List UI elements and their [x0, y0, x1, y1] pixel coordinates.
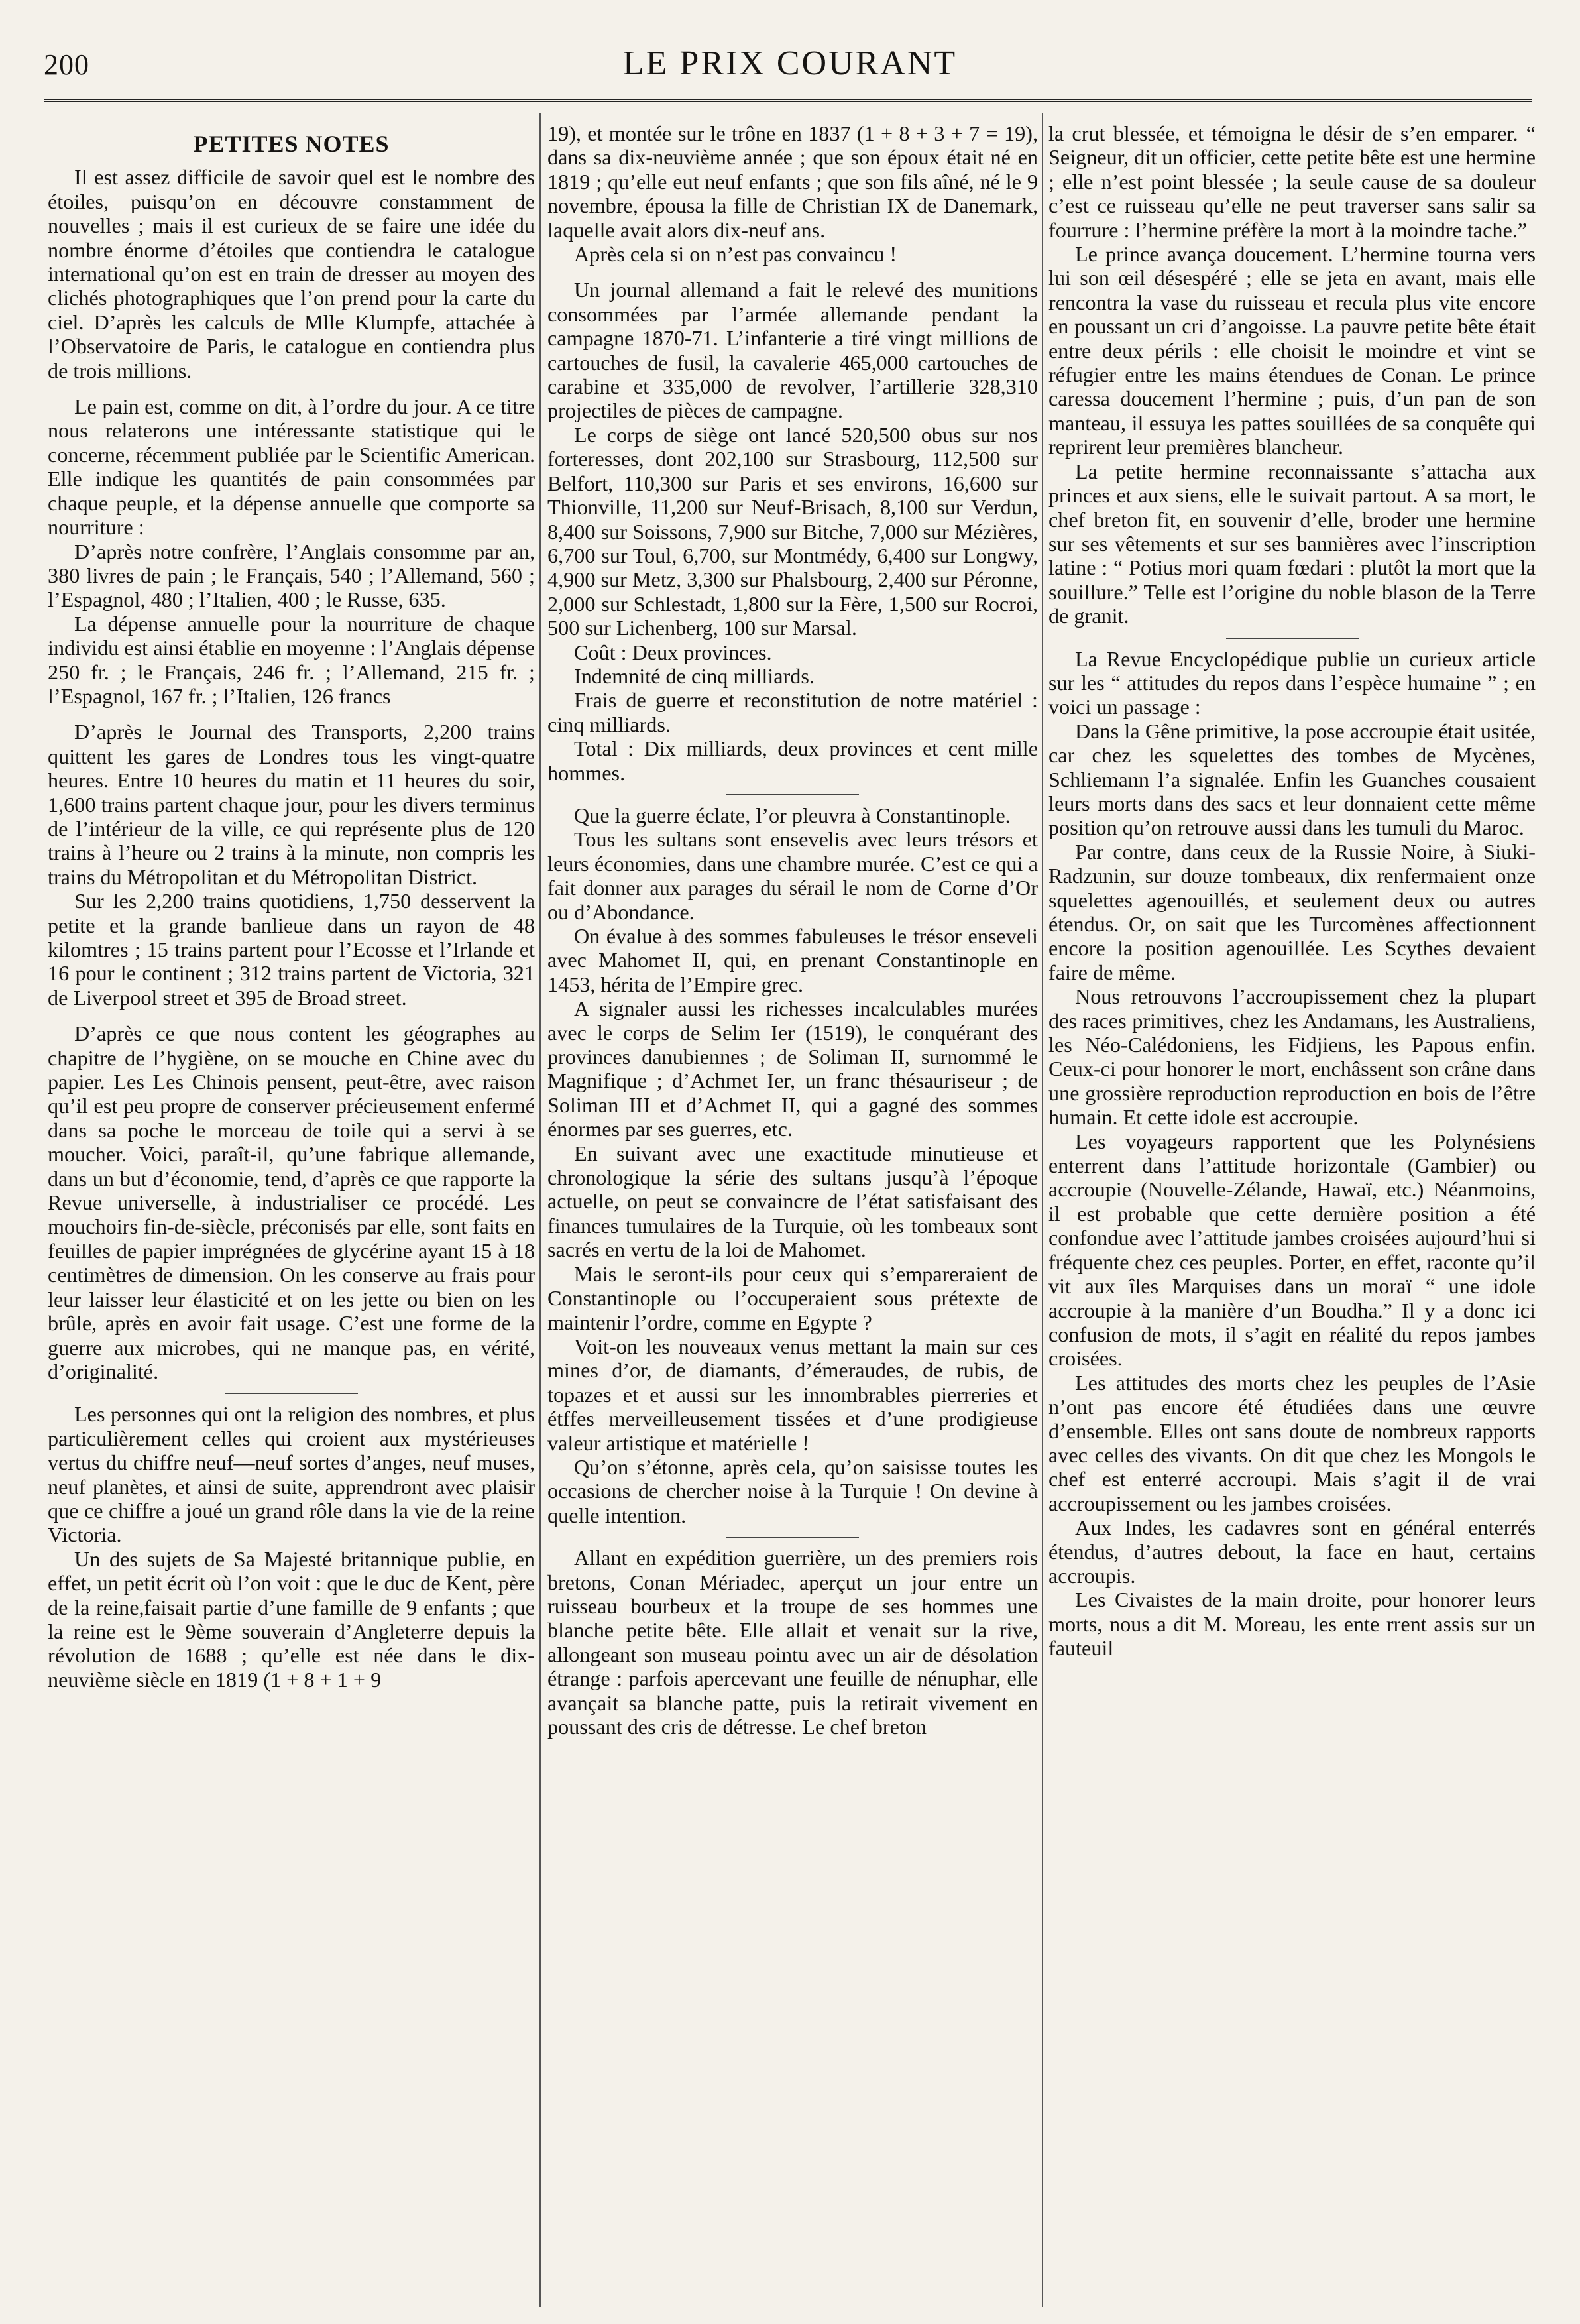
note-kneeling-skeletons: Par contre, dans ceux de la Russie Noire, à Siuki-Radzunin, sur douze tombeaux, dix renfermaient onze squelettes agenouillés, et seulement deux ou autres étendus. Or, on sait que les Turcomènes affectionnent encore la position agenouillée. Les Scythes devaient faire de même.	[1048, 839, 1536, 984]
note-incalculable-riches: A signaler aussi les richesses incalculables murées avec le corps de Selim Ier (1519), le conquérant des provinces danubiennes ; de Soliman II, surnommé le Magnifique ; d’Achmet Ier, un franc thésauriseur ; de Soliman III et d’Achmet II, qui a gagné des sommes énormes par ses guerres, etc.	[547, 996, 1038, 1141]
note-bread-quantities: D’après notre confrère, l’Anglais consomme par an, 380 livres de pain ; le Français, 540 ; l’Allemand, 560 ; l’Espagnol, 480 ; l’Italien, 400 ; le Russe, 635.	[48, 539, 535, 612]
separator-rule	[225, 1393, 358, 1394]
note-munitions: Un journal allemand a fait le relevé des munitions consommées par l’armée allemande pendant la campagne 1870-71. L’infanterie a tiré vingt millions de cartouches de fusil, la cavalerie 465,000 cartouches de carabine et 335,000 de revolver, l’artillerie 328,310 projectiles de pièces de campagne.	[547, 278, 1038, 423]
note-ermine-blazon: La petite hermine reconnaissante s’attacha aux princes et aux siens, elle le suivait partout. A sa mort, le chef breton fit, en souvenir d’elle, broder une hermine sur ses vêtements et sur ses bannières avec l’inscription latine : “ Potius mori quam fœdari : plutôt la mort que la souillure.” Telle est l’origine du noble blason de la Terre de granit.	[1048, 459, 1536, 628]
note-london-trains: D’après le Journal des Transports, 2,200 trains quittent les gares de Londres tous les vingt-quatre heures. Entre 10 heures du matin et 11 heures du soir, 1,600 trains partent chaque jour, pour les divers terminus de l’intérieur de la ville, ce qui représente plus de 120 trains à l’heure ou 2 trains à la minute, non compris les trains du Métropolitan et du Métropolitan District.	[48, 720, 535, 889]
note-prince-ermine: Le prince avança doucement. L’hermine tourna vers lui son œil désespéré ; elle se jeta en avant, mais elle rencontra la vase du ruisseau et recula plus vite encore en poussant un cri d’angoisse. La pauvre petite bête était entre deux périls : elle choisit le moindre et vint se réfugier entre les mains étendues de Conan. Le prince caressa doucement l’hermine ; puis, d’un pan de son manteau, il essuya les pattes souillées de sa conquête qui reprirent leur premières blancheur.	[1048, 242, 1536, 459]
note-constantinople-gold: Que la guerre éclate, l’or pleuvra à Constantinople.	[574, 803, 1011, 827]
note-indian-burials: Aux Indes, les cadavres sont en général enterrés étendus, d’autres debout, la face en haut, certains accroupis.	[1048, 1515, 1536, 1588]
note-asian-peoples: Les attitudes des morts chez les peuples de l’Asie n’ont pas encore été étudiées dans une œuvre d’ensemble. Elles ont sans doute de nombreux rapports avec celles des vivants. On dit que chez les Mongols le chef est enterré accroupi. Mais s’agit il de vrai accroupissement ou les jambes croisées.	[1048, 1370, 1536, 1515]
page-header	[0, 0, 1580, 109]
separator-rule	[726, 794, 859, 795]
note-turkey-quarrels: Qu’on s’étonne, après cela, qu’on saisisse toutes les occasions de chercher noise à la Turquie ! On devine à quelle intention.	[547, 1454, 1038, 1527]
note-queen-victoria-cont: 19), et montée sur le trône en 1837 (1 + 8 + 3 + 7 = 19), dans sa dix-neuvième année ; que son époux était né en 1819 ; qu’elle eut neuf enfants ; que son fils aîné, né le 9 novembre, épousa la fille de Christian IX de Danemark, laquelle avait alors dix-neuf ans.	[547, 121, 1038, 242]
journal-title: LE PRIX COURANT	[622, 44, 958, 82]
note-crouching-pose: Dans la Gêne primitive, la pose accroupie était usitée, car chez les squelettes des tombes de Mycènes, Schliemann l’a signalée. Enfin les Guanches cousaient leurs morts dans des sacs et leur donnaient cette même position qu’on retrouve aussi dans les tumuli du Maroc.	[1048, 719, 1536, 840]
note-sultans-treasures: Tous les sultans sont ensevelis avec leurs trésors et leurs économies, dans une chambre murée. C’est ce qui a fait donner aux parages du sérail le nom de Corne d’Or ou d’Abondance.	[547, 827, 1038, 924]
note-civaistes: Les Civaistes de la main droite, pour honorer leurs morts, nous a dit M. Moreau, les ente rrent assis sur un fauteuil	[1048, 1588, 1536, 1660]
note-mahomet-treasure: On évalue à des sommes fabuleuses le trésor enseveli avec Mahomet II, qui, en prenant Constantinople en 1453, hérita de l’Empire grec.	[547, 924, 1038, 996]
separator-rule	[726, 1537, 859, 1538]
note-london-suburbs: Sur les 2,200 trains quotidiens, 1,750 desservent la petite et la grande banlieue dans un rayon de 48 kilomtres ; 15 trains partent pour l’Ecosse et l’Irlande et 16 pour le continent ; 312 trains partent de Victoria, 321 de Liverpool street et 395 de Broad street.	[48, 889, 535, 1010]
note-siege-shells: Le corps de siège ont lancé 520,500 obus sur nos forteresses, dont 202,100 sur Strasbourg, 112,500 sur Belfort, 110,300 sur Paris et ses environs, 16,600 sur Thionville, 11,200 sur Neuf-Brisach, 8,100 sur Verdun, 8,400 sur Soissons, 7,900 sur Bitche, 7,000 sur Mézières, 6,700 sur Toul, 6,700, sur Montmédy, 6,400 sur Longwy, 4,900 sur Metz, 3,300 sur Phalsbourg, 2,400 sur Péronne, 2,000 sur Schlestadt, 1,800 sur la Fère, 1,500 sur Rocroi, 500 sur Lichenberg, 100 sur Marsal.	[547, 422, 1038, 640]
note-revue-encyclopedique: La Revue Encyclopédique publie un curieux article sur les “ attitudes du repos dans l’espèce humaine ” ; en voici un passage :	[1048, 646, 1536, 719]
note-newcomers: Voit-on les nouveaux venus mettant la main sur ces mines d’or, de diamants, d’émeraudes, de rubis, de topazes et et aussi sur les innombrables pierreries et étffes merveilleusement tissées et d’une prodigieuse valeur artistique et matérielle !	[547, 1334, 1038, 1455]
note-cost-indemnity: Indemnité de cinq milliards.	[574, 664, 815, 688]
note-cost-war-expenses: Frais de guerre et reconstitution de notre matériel : cinq milliards.	[547, 688, 1038, 736]
column-1	[48, 121, 535, 2305]
note-cost-provinces: Coût : Deux provinces.	[574, 640, 772, 664]
separator-rule	[1226, 638, 1359, 639]
page-number: 200	[44, 48, 89, 81]
column-3	[1048, 121, 1536, 2305]
note-primitive-races: Nous retrouvons l’accroupissement chez la plupart des races primitives, chez les Andamans, les Australiens, les Néo-Calédoniens, les Fidjiens, les Papous enfin. Ceux-ci pour honorer le mort, enchâssent son crâne dans une grossière reproduction reproduction en bois de l’être humain. Et cette idole est accroupie.	[1048, 984, 1536, 1130]
note-bread-spending: La dépense annuelle pour la nourriture de chaque individu est ainsi établie en moyenne : l’Anglais dépense 250 fr. ; le Français, 246 fr. ; l’Allemand, 215 fr. ; l’Espagnol, 167 fr. ; l’Italien, 126 francs	[48, 611, 535, 708]
note-conan-ermine: Allant en expédition guerrière, un des premiers rois bretons, Conan Mériadec, aperçut un jour entre un ruisseau bourbeux et la troupe de ses hommes une blanche petite bête. Elle allait et venait sur la rive, allongeant son museau pointu avec un air de désolation étrange : parfois apercevant une feuille de nénuphar, elle avançait sa blanche patte, puis la retirait vivement en poussant des cris de détresse. Le chef breton	[547, 1546, 1038, 1739]
note-tumulary-finances: En suivant avec une exactitude minutieuse et chronologique la série des sultans jusqu’à l’époque actuelle, on peut se convaincre de l’état satisfaisant des finances tumulaires de la Turquie, où les tombeaux sont sacrés en vertu de la loi de Mahomet.	[547, 1141, 1038, 1262]
note-queen-victoria: Un des sujets de Sa Majesté britannique publie, en effet, un petit écrit où l’on voit : que le duc de Kent, père de la reine,faisait partie d’une famille de 9 enfants ; que la reine est le 9ème souverain d’Angleterre depuis la révolution de 1688 ; qu’elle est née dans le dix-neuvième siècle en 1819 (1 + 8 + 1 + 9	[48, 1546, 535, 1692]
header-rule	[44, 99, 1532, 106]
spacer	[547, 266, 1038, 278]
column-2	[547, 121, 1038, 2305]
note-stars: Il est assez difficile de savoir quel est le nombre des étoiles, puisqu’on en découvre constamment de nouvelles ; mais il est curieux de se faire une idée du nombre énorme d’étoiles que contiendra le catalogue international qu’on est en train de dresser au moyen des clichés photographiques que l’on prend pour la carte du ciel. D’après les calculs de Mlle Klumpfe, attachée à l’Observatoire de Paris, le catalogue en contiendra plus de trois millions.	[48, 165, 535, 382]
spacer	[48, 708, 535, 720]
note-conan-ermine-cont: la crut blessée, et témoigna le désir de s’en emparer. “ Seigneur, dit un officier, cette petite bête est une hermine ; elle n’est point blessée ; la seule cause de sa douleur c’est ce ruisseau qu’elle ne peut traverser sans salir sa fourrure : l’hermine préfère la mort à la moindre tache.”	[1048, 121, 1536, 242]
note-polynesians: Les voyageurs rapportent que les Polynésiens enterrent dans l’attitude horizontale (Gambier) ou accroupie (Nouvelle-Zélande, Hawaï, etc.) Néanmoins, il est probable que cette dernière position a été confondue avec l’attitude jambes croisées aujourd’hui si fréquente chez ces peuples. Porter, en effet, raconte qu’il vit aux îles Marquises dans un moraï “ une idole accroupie à la manière d’un Boudha.” Il y a donc ici confusion de mots, il s’agit en réalité du repos jambes croisées.	[1048, 1129, 1536, 1371]
column-divider-1	[539, 113, 541, 2307]
spacer	[48, 1010, 535, 1021]
note-queen-victoria-closing: Après cela si on n’est pas convaincu !	[574, 242, 897, 266]
section-title-petites-notes: PETITES NOTES	[193, 131, 390, 157]
note-cost-total: Total : Dix milliards, deux provinces et cent mille hommes.	[547, 736, 1038, 785]
note-paper-handkerchiefs: D’après ce que nous content les géographes au chapitre de l’hygiène, on se mouche en Chine avec du papier. Les Les Chinois pensent, peut-être, avec raison qu’il est peu propre de conserver précieusement enfermé dans sa poche le morceau de toile qui a servi à se moucher. Voici, paraît-il, qu’une fabrique allemande, dans un but d’économie, tend, d’après ce que rapporte la Revue universelle, à industrialiser ce procédé. Les mouchoirs fin-de-siècle, préconisés par elle, sont faits en feuilles de papier imprégnées de glycérine ayant 15 à 18 centimètres de dimension. On les conserve au frais pour leur laisser leur élasticité et on les jette ou bien on les brûle, après en avoir fait usage. C’est une forme de la guerre aux microbes, qui ne manque pas, en vérité, d’originalité.	[48, 1021, 535, 1383]
note-sacred-tombs: Mais le seront-ils pour ceux qui s’empareraient de Constantinople ou l’occuperaient sous prétexte de maintenir l’ordre, comme en Egypte ?	[547, 1261, 1038, 1334]
spacer	[48, 382, 535, 394]
column-divider-2	[1042, 113, 1043, 2307]
note-number-nine: Les personnes qui ont la religion des nombres, et plus particulièrement celles qui croient aux mystérieuses vertus du chiffre neuf—neuf sortes d’anges, neuf muses, neuf planètes, et ainsi de suite, apprendront avec plaisir que ce chiffre a joué un grand rôle dans la vie de la reine Victoria.	[48, 1402, 535, 1547]
note-bread-intro: Le pain est, comme on dit, à l’ordre du jour. A ce titre nous relaterons une intéressante statistique qui le concerne, récemment publiée par le Scientific American. Elle indique les quantités de pain consommées par chaque peuple, et la dépense annuelle que comporte sa nourriture :	[48, 394, 535, 540]
